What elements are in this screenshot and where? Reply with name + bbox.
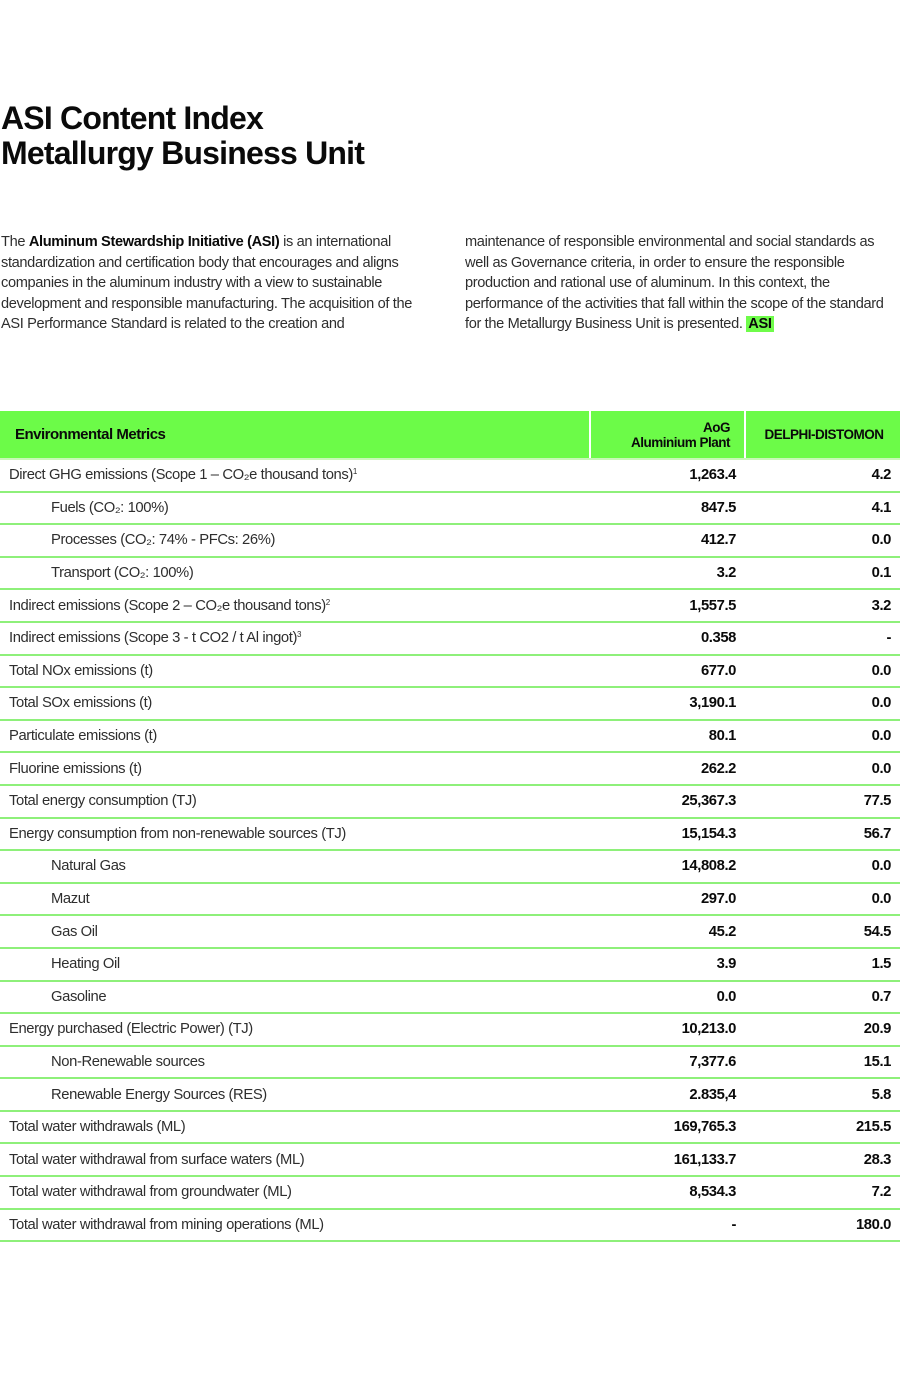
table-row xyxy=(0,915,900,948)
table-body xyxy=(0,459,900,1241)
aog-value: 0.0 xyxy=(590,981,745,1014)
aog-value: 262.2 xyxy=(590,752,745,785)
aog-value: 847.5 xyxy=(590,492,745,525)
metric-label xyxy=(0,752,590,785)
metric-label-text: Natural Gas xyxy=(51,858,126,875)
delphi-value: 0.0 xyxy=(745,850,900,883)
metric-label-text: Energy purchased (Electric Power) (TJ) xyxy=(9,1021,253,1038)
table-row xyxy=(0,1046,900,1079)
delphi-value: 3.2 xyxy=(745,589,900,622)
aog-value: - xyxy=(590,1209,745,1242)
table-row xyxy=(0,850,900,883)
header-environmental-metrics: Environmental Metrics xyxy=(0,411,590,459)
aog-value: 25,367.3 xyxy=(590,785,745,818)
metric-label-text: Indirect emissions (Scope 2 – CO₂e thousand tons) xyxy=(9,597,326,614)
metric-label-text: Processes (CO₂: 74% - PFCs: 26%) xyxy=(51,532,276,549)
aog-value: 169,765.3 xyxy=(590,1111,745,1144)
delphi-value: - xyxy=(745,622,900,655)
header-delphi-distomon: DELPHI-DISTOMON xyxy=(745,411,900,459)
metric-label xyxy=(0,1078,590,1111)
aog-value: 7,377.6 xyxy=(590,1046,745,1079)
intro-paragraph-left xyxy=(1,232,437,335)
aog-value: 45.2 xyxy=(590,915,745,948)
delphi-value: 20.9 xyxy=(745,1013,900,1046)
aog-value: 677.0 xyxy=(590,655,745,688)
table-row xyxy=(0,1111,900,1144)
metric-label-text: Direct GHG emissions (Scope 1 – CO₂e thousand tons) xyxy=(9,467,353,484)
delphi-value: 0.0 xyxy=(745,883,900,916)
aog-value: 1,263.4 xyxy=(590,459,745,492)
delphi-value: 0.0 xyxy=(745,524,900,557)
metric-label-text: Indirect emissions (Scope 3 - t CO2 / t Al ingot) xyxy=(9,630,297,647)
table-row xyxy=(0,687,900,720)
metric-label xyxy=(0,524,590,557)
environmental-metrics-table xyxy=(0,411,900,1242)
table-row xyxy=(0,981,900,1014)
delphi-value: 180.0 xyxy=(745,1209,900,1242)
metric-label xyxy=(0,1143,590,1176)
header-aog-line1: AoG xyxy=(703,419,730,435)
table-row xyxy=(0,557,900,590)
page-title-line1: ASI Content Index xyxy=(1,100,263,136)
metric-label-text: Renewable Energy Sources (RES) xyxy=(51,1086,267,1103)
metric-label xyxy=(0,1111,590,1144)
delphi-value: 4.2 xyxy=(745,459,900,492)
aog-value: 14,808.2 xyxy=(590,850,745,883)
aog-value: 3.9 xyxy=(590,948,745,981)
aog-value: 3.2 xyxy=(590,557,745,590)
intro-prefix: The xyxy=(1,234,29,250)
metric-label-text: Transport (CO₂: 100%) xyxy=(51,565,194,582)
aog-value: 80.1 xyxy=(590,720,745,753)
aog-value: 10,213.0 xyxy=(590,1013,745,1046)
asi-tag-badge: ASI xyxy=(748,316,772,332)
table-row xyxy=(0,524,900,557)
metric-label xyxy=(0,948,590,981)
footnote-marker: 2 xyxy=(325,597,330,607)
metric-label-text: Total water withdrawal from mining operations (ML) xyxy=(9,1216,324,1233)
table-row xyxy=(0,459,900,492)
delphi-value: 77.5 xyxy=(745,785,900,818)
aog-value: 1,557.5 xyxy=(590,589,745,622)
table-row xyxy=(0,1078,900,1111)
metric-label-text: Total energy consumption (TJ) xyxy=(9,793,197,810)
delphi-value: 15.1 xyxy=(745,1046,900,1079)
metric-label-text: Non-Renewable sources xyxy=(51,1053,205,1070)
metric-label-text: Heating Oil xyxy=(51,956,120,973)
aog-value: 2.835,4 xyxy=(590,1078,745,1111)
table-row xyxy=(0,1013,900,1046)
aog-value: 15,154.3 xyxy=(590,818,745,851)
delphi-value: 0.0 xyxy=(745,687,900,720)
header-aog-line2: Aluminium Plant xyxy=(630,434,730,450)
footnote-marker: 3 xyxy=(296,630,302,640)
table-row xyxy=(0,492,900,525)
header-aog-aluminium-plant xyxy=(590,411,745,459)
metric-label-text: Gasoline xyxy=(51,988,107,1005)
metric-label xyxy=(0,687,590,720)
delphi-value: 1.5 xyxy=(745,948,900,981)
aog-value: 412.7 xyxy=(590,524,745,557)
delphi-value: 4.1 xyxy=(745,492,900,525)
intro-left-text: is an international standardization and certification body that encourages and aligns companies in the aluminum industry with a view to sustainable development and responsible manufacturing. The acquisition of the ASI Performance Standard is related to the creation and xyxy=(1,234,413,332)
metric-label xyxy=(0,720,590,753)
metric-label xyxy=(0,818,590,851)
delphi-value: 28.3 xyxy=(745,1143,900,1176)
metric-label xyxy=(0,622,590,655)
metric-label-text: Fluorine emissions (t) xyxy=(9,760,142,777)
metric-label xyxy=(0,981,590,1014)
delphi-value: 0.0 xyxy=(745,655,900,688)
metric-label-text: Total water withdrawal from surface waters (ML) xyxy=(9,1151,305,1168)
table-row xyxy=(0,752,900,785)
table-row xyxy=(0,1176,900,1209)
aog-value: 161,133.7 xyxy=(590,1143,745,1176)
metric-label xyxy=(0,1013,590,1046)
metric-label xyxy=(0,785,590,818)
table-row xyxy=(0,1143,900,1176)
delphi-value: 54.5 xyxy=(745,915,900,948)
metric-label xyxy=(0,1176,590,1209)
footnote-marker: 1 xyxy=(352,467,357,477)
intro-paragraph-right xyxy=(465,232,900,335)
metric-label xyxy=(0,589,590,622)
metric-label-text: Total water withdrawal from groundwater (ML) xyxy=(9,1184,292,1201)
metric-label xyxy=(0,459,590,492)
metric-label xyxy=(0,915,590,948)
intro-asi-name: Aluminum Stewardship Initiative (ASI) xyxy=(28,234,280,250)
intro-right-text: maintenance of responsible environmental and social standards as well as Governance criteria, in order to ensure the responsible production and rational use of aluminum. In this context, the performance of the activities that fall within the scope of the standard for the Metallurgy Business Unit is presented. xyxy=(465,234,884,332)
table-row xyxy=(0,785,900,818)
table-row xyxy=(0,720,900,753)
table-row xyxy=(0,655,900,688)
metric-label xyxy=(0,655,590,688)
metric-label xyxy=(0,1046,590,1079)
page-title xyxy=(1,101,364,171)
page-title-line2: Metallurgy Business Unit xyxy=(1,135,365,171)
delphi-value: 215.5 xyxy=(745,1111,900,1144)
table-row xyxy=(0,818,900,851)
delphi-value: 0.7 xyxy=(745,981,900,1014)
delphi-value: 0.1 xyxy=(745,557,900,590)
metric-label-text: Gas Oil xyxy=(51,923,98,940)
delphi-value: 7.2 xyxy=(745,1176,900,1209)
metric-label-text: Mazut xyxy=(51,891,90,908)
aog-value: 8,534.3 xyxy=(590,1176,745,1209)
metric-label xyxy=(0,1209,590,1242)
table-row xyxy=(0,883,900,916)
metric-label-text: Fuels (CO₂: 100%) xyxy=(51,499,169,516)
delphi-value: 0.0 xyxy=(745,720,900,753)
table-row xyxy=(0,1209,900,1242)
aog-value: 3,190.1 xyxy=(590,687,745,720)
metric-label xyxy=(0,850,590,883)
aog-value: 0.358 xyxy=(590,622,745,655)
metric-label xyxy=(0,883,590,916)
table-header-row xyxy=(0,411,900,459)
metric-label-text: Energy consumption from non-renewable sources (TJ) xyxy=(9,825,346,842)
metric-label-text: Total NOx emissions (t) xyxy=(9,662,153,679)
metric-label xyxy=(0,557,590,590)
metric-label-text: Particulate emissions (t) xyxy=(9,728,157,745)
table-row xyxy=(0,948,900,981)
metric-label xyxy=(0,492,590,525)
delphi-value: 56.7 xyxy=(745,818,900,851)
table-row xyxy=(0,589,900,622)
metric-label-text: Total SOx emissions (t) xyxy=(9,695,152,712)
metric-label-text: Total water withdrawals (ML) xyxy=(9,1119,186,1136)
table-row xyxy=(0,622,900,655)
delphi-value: 5.8 xyxy=(745,1078,900,1111)
aog-value: 297.0 xyxy=(590,883,745,916)
delphi-value: 0.0 xyxy=(745,752,900,785)
